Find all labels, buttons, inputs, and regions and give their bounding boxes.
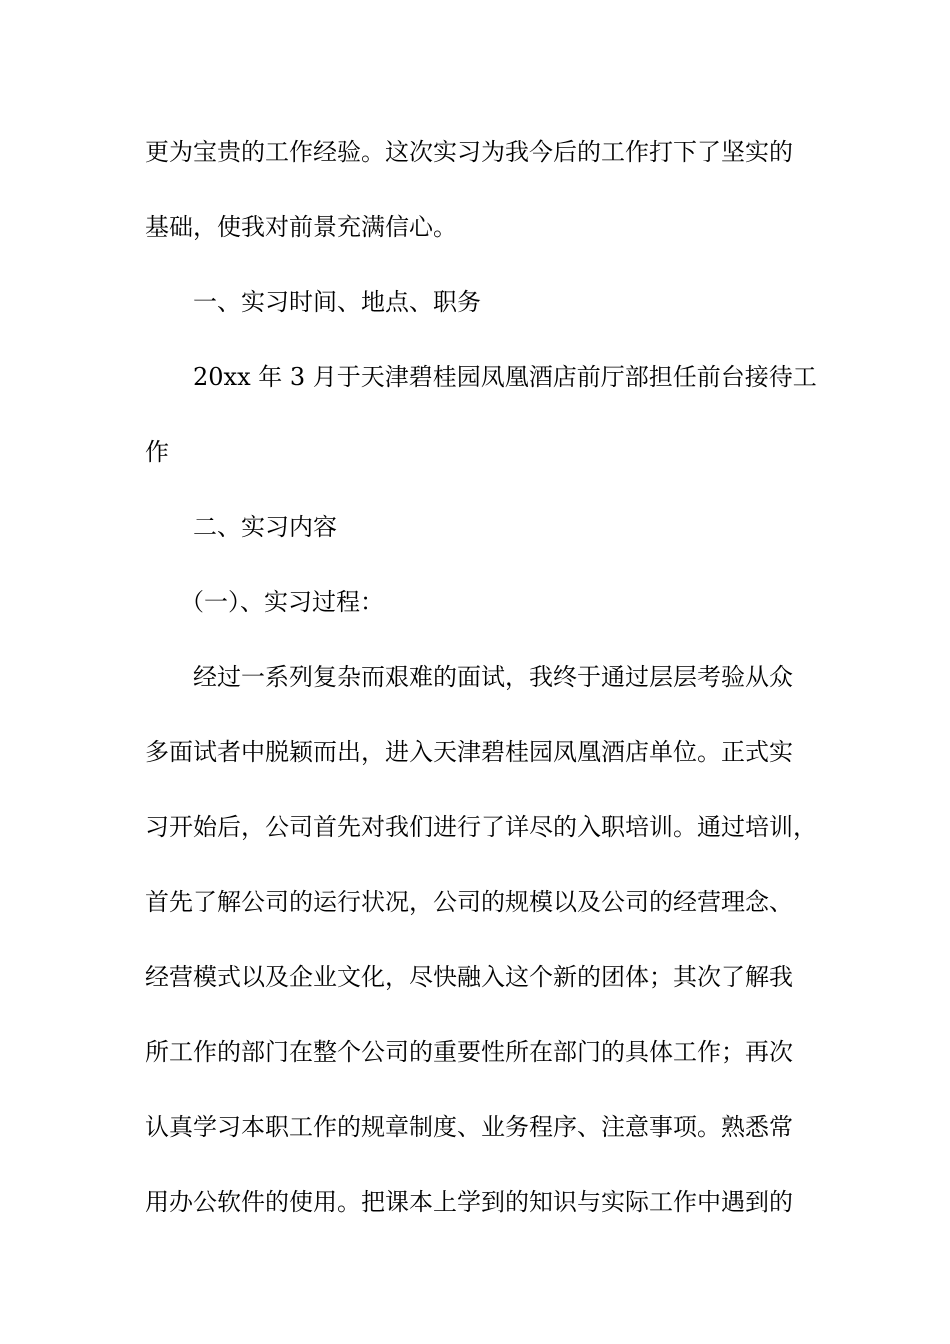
text-line: 多面试者中脱颖而出，进入天津碧桂园凤凰酒店单位。正式实: [145, 738, 793, 766]
text-line: 更为宝贵的工作经验。这次实习为我今后的工作打下了坚实的: [145, 138, 793, 166]
section-heading: 一、实习时间、地点、职务: [193, 288, 481, 316]
text-line: 基础，使我对前景充满信心。: [145, 213, 457, 241]
text-line: 所工作的部门在整个公司的重要性所在部门的具体工作；再次: [145, 1038, 793, 1066]
text-line: 首先了解公司的运行状况，公司的规模以及公司的经营理念、: [145, 888, 793, 916]
text-line: 用办公软件的使用。把课本上学到的知识与实际工作中遇到的: [145, 1188, 793, 1216]
text-line: 作: [145, 438, 169, 466]
text-line: 经过一系列复杂而艰难的面试，我终于通过层层考验从众: [193, 663, 793, 691]
subsection-heading: （一）、实习过程：: [180, 588, 384, 616]
text-line: 认真学习本职工作的规章制度、业务程序、注意事项。熟悉常: [145, 1113, 793, 1141]
text-line: 20xx 年 3 月于天津碧桂园凤凰酒店前厅部担任前台接待工: [193, 363, 817, 391]
section-heading: 二、实习内容: [193, 513, 337, 541]
text-line: 习开始后，公司首先对我们进行了详尽的入职培训。通过培训，: [145, 813, 817, 841]
text-line: 经营模式以及企业文化，尽快融入这个新的团体；其次了解我: [145, 963, 793, 991]
